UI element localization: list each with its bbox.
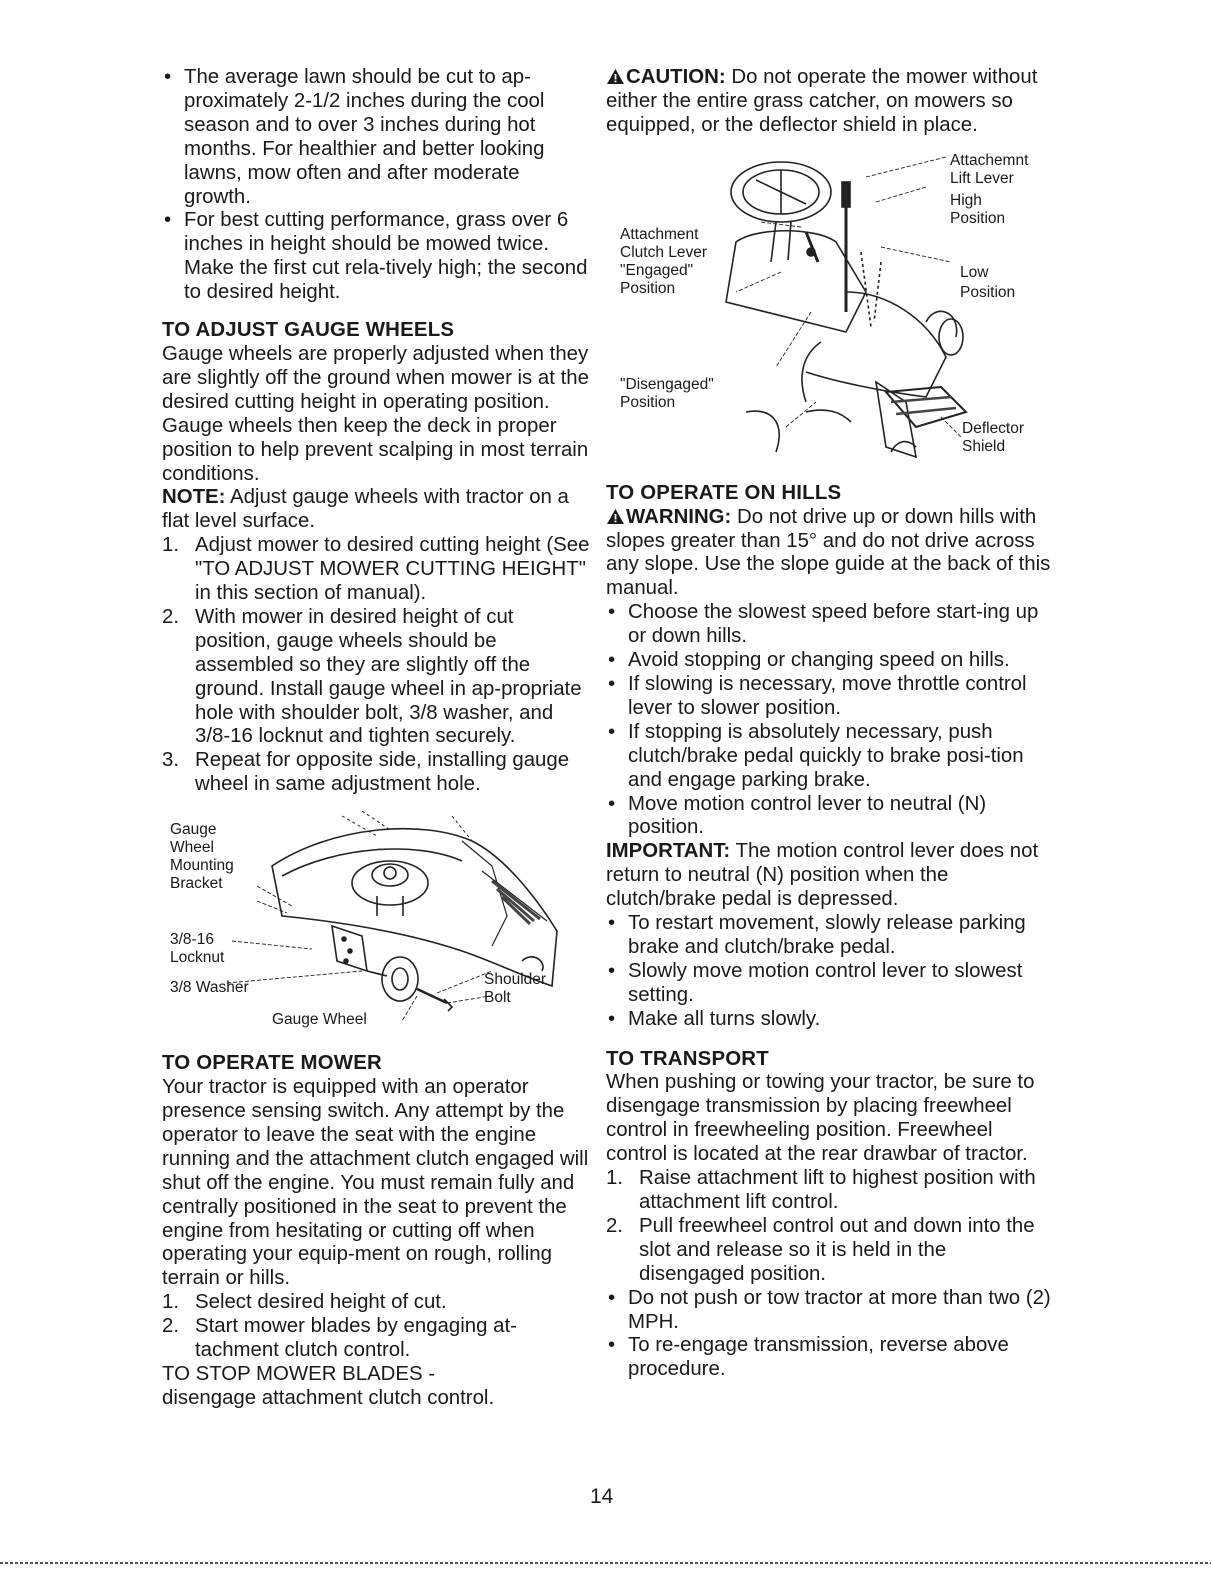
important-text: The motion control lever does not return to neutral (N) position when the clutch/brake pedal is depressed.: [606, 840, 1039, 911]
high-position-label: High: [950, 191, 982, 209]
step-text: Select desired height of cut.: [195, 1291, 447, 1314]
intro-bullet-list: [162, 66, 592, 305]
list-item: • For best cutting performance, grass over 6 inches in height should be mowed twice. Make the first cut rela-tively high; the second to desired height.: [162, 209, 592, 305]
list-item: • To restart movement, slowly release parking brake and clutch/brake pedal.: [606, 912, 1051, 960]
right-column: [606, 66, 1051, 1382]
step-text: Pull freewheel control out and down into the slot and release so it is held in the disengaged position.: [639, 1214, 1035, 1285]
list-item: [162, 534, 592, 606]
section-heading-transport: TO TRANSPORT: [606, 1047, 769, 1070]
note-text: Adjust gauge wheels with tractor on a flat level surface.: [162, 486, 569, 533]
important-label: IMPORTANT:: [606, 840, 731, 863]
gauge-wheel-illustration: [162, 811, 592, 1036]
gauge-steps-list: [162, 534, 592, 797]
warning-triangle-icon: [606, 508, 625, 525]
section-heading-operate-mower: TO OPERATE MOWER: [162, 1052, 382, 1075]
engaged-position-label: Clutch Lever: [620, 243, 708, 261]
gauge-wheel-mounting-bracket-label: Bracket: [170, 875, 223, 893]
list-item: [162, 1315, 592, 1363]
page-number: 14: [590, 1485, 614, 1508]
disengaged-position-label: "Disengaged": [620, 375, 714, 393]
lift-lever-label: Attachemnt: [950, 151, 1029, 169]
page-bottom-divider: [0, 1562, 1211, 1564]
step-number: 1.: [606, 1167, 624, 1190]
note-label: NOTE:: [162, 486, 226, 509]
caution-label: CAUTION:: [626, 66, 726, 88]
washer-label: 3/8 Washer: [170, 979, 249, 997]
section-heading-operate-hills: TO OPERATE ON HILLS: [606, 481, 842, 504]
warning-triangle-icon: [606, 68, 625, 85]
step-number: 2.: [606, 1214, 624, 1237]
list-item: • If stopping is absolutely necessary, push clutch/brake pedal quickly to brake posi-tion and engage parking brake.: [606, 721, 1051, 793]
section-heading-gauge-wheels: TO ADJUST GAUGE WHEELS: [162, 319, 455, 342]
shoulder-bolt-label: Bolt: [484, 989, 511, 1007]
clutch-lever-illustration: [606, 152, 1051, 482]
list-item: • To re-engage transmission, reverse above procedure.: [606, 1334, 1051, 1382]
stop-blades-instruction: disengage attachment clutch control.: [162, 1386, 495, 1409]
list-item: • Do not push or tow tractor at more than two (2) MPH.: [606, 1287, 1051, 1335]
transport-steps-list: [606, 1167, 1051, 1287]
stop-blades-line: TO STOP MOWER BLADES -: [162, 1362, 436, 1385]
step-text: Start mower blades by engaging at-tachment clutch control.: [195, 1315, 517, 1362]
step-number: 3.: [162, 749, 180, 772]
high-position-label: Position: [950, 209, 1006, 227]
locknut-label: Locknut: [170, 949, 225, 967]
low-position-label: Low: [960, 263, 989, 281]
step-text: Repeat for opposite side, installing gauge wheel in same adjustment hole.: [195, 749, 570, 796]
engaged-position-label: Position: [620, 279, 676, 297]
list-item: • Choose the slowest speed before start-ing up or down hills.: [606, 601, 1051, 649]
list-item: [162, 749, 592, 797]
step-number: 2.: [162, 605, 180, 628]
hills-bullet-list: [606, 601, 1051, 840]
operate-mower-paragraph: Your tractor is equipped with an operator presence sensing switch. Any attempt by the operator to leave the seat with the engine running and the attachment clutch engaged will shut off the engine. You must remain fully and centrally positioned in the seat to prevent the engine from hesitating or cutting off when operating your equip-ment on rough, rolling terrain or hills.: [162, 1076, 589, 1290]
gauge-wheel-mounting-bracket-label: Wheel: [170, 839, 214, 857]
operate-steps-list: [162, 1291, 592, 1363]
locknut-label: 3/8-16: [170, 931, 214, 949]
list-item: • Move motion control lever to neutral (N) position.: [606, 793, 1051, 841]
list-item: • Slowly move motion control lever to slowest setting.: [606, 960, 1051, 1008]
list-item: [162, 1291, 592, 1315]
low-position-label: Position: [960, 283, 1016, 301]
engaged-position-label: "Engaged": [620, 261, 694, 279]
deflector-shield-label: Deflector: [962, 419, 1025, 437]
mower-deck-drawing: [162, 811, 592, 1036]
important-paragraph: [606, 840, 1051, 912]
lift-lever-label: Lift Lever: [950, 169, 1014, 187]
left-column: [162, 66, 592, 1411]
list-item: • The average lawn should be cut to ap-proximately 2-1/2 inches during the cool season and to over 3 inches during hot months. For healthier and better looking lawns, mow often and after moderate growth.: [162, 66, 592, 209]
list-item: [606, 1167, 1051, 1215]
transport-paragraph: When pushing or towing your tractor, be sure to disengage transmission by placing freewheel control in freewheeling position. Freewheel control is located at the rear drawbar of tractor.: [606, 1071, 1035, 1166]
warning-label: WARNING:: [626, 505, 732, 528]
list-item: • Make all turns slowly.: [606, 1008, 1051, 1032]
list-item: [162, 606, 592, 749]
warning-text: Do not drive up or down hills with slopes greater than 15° and do not drive across any slope. Use the slope guide at the back of this manual.: [606, 505, 1051, 600]
restart-bullet-list: [606, 912, 1051, 1032]
engaged-position-label: Attachment: [620, 225, 699, 243]
deflector-shield-label: Shield: [962, 437, 1006, 455]
step-text: Raise attachment lift to highest position with attachment lift control.: [639, 1167, 1036, 1213]
gauge-wheels-paragraph: Gauge wheels are properly adjusted when they are slightly off the ground when mower is at the desired cutting height in operating position. Gauge wheels then keep the deck in proper position to help prevent scalping in most terrain conditions.: [162, 342, 589, 485]
step-text: Adjust mower to desired cutting height (See "TO ADJUST MOWER CUTTING HEIGHT" in this section of manual).: [195, 534, 590, 605]
gauge-wheel-label: Gauge Wheel: [272, 1011, 367, 1029]
gauge-wheel-mounting-bracket-label: Mounting: [170, 857, 234, 875]
caution-text: Do not operate the mower without either the entire grass catcher, on mowers so equipped, or the deflector shield in place.: [606, 66, 1038, 136]
note-paragraph: [162, 486, 592, 534]
step-number: 2.: [162, 1315, 180, 1338]
step-number: 1.: [162, 1291, 180, 1314]
step-text: With mower in desired height of cut position, gauge wheels should be assembled so they are slightly off the ground. Install gauge wheel in ap-propriate hole with shoulder bolt, 3/8 washer, and 3/8-16 locknut and tighten securely.: [195, 605, 582, 748]
list-item: • If slowing is necessary, move throttle control lever to slower position.: [606, 673, 1051, 721]
step-number: 1.: [162, 534, 180, 557]
caution-paragraph: [606, 66, 1051, 138]
list-item: [606, 1215, 1051, 1287]
shoulder-bolt-label: Shoulder: [484, 971, 547, 989]
warning-paragraph: [606, 506, 1051, 602]
disengaged-position-label: Position: [620, 393, 676, 411]
list-item: • Avoid stopping or changing speed on hills.: [606, 649, 1051, 673]
transport-bullet-list: [606, 1287, 1051, 1383]
gauge-wheel-mounting-bracket-label: Gauge: [170, 821, 217, 839]
